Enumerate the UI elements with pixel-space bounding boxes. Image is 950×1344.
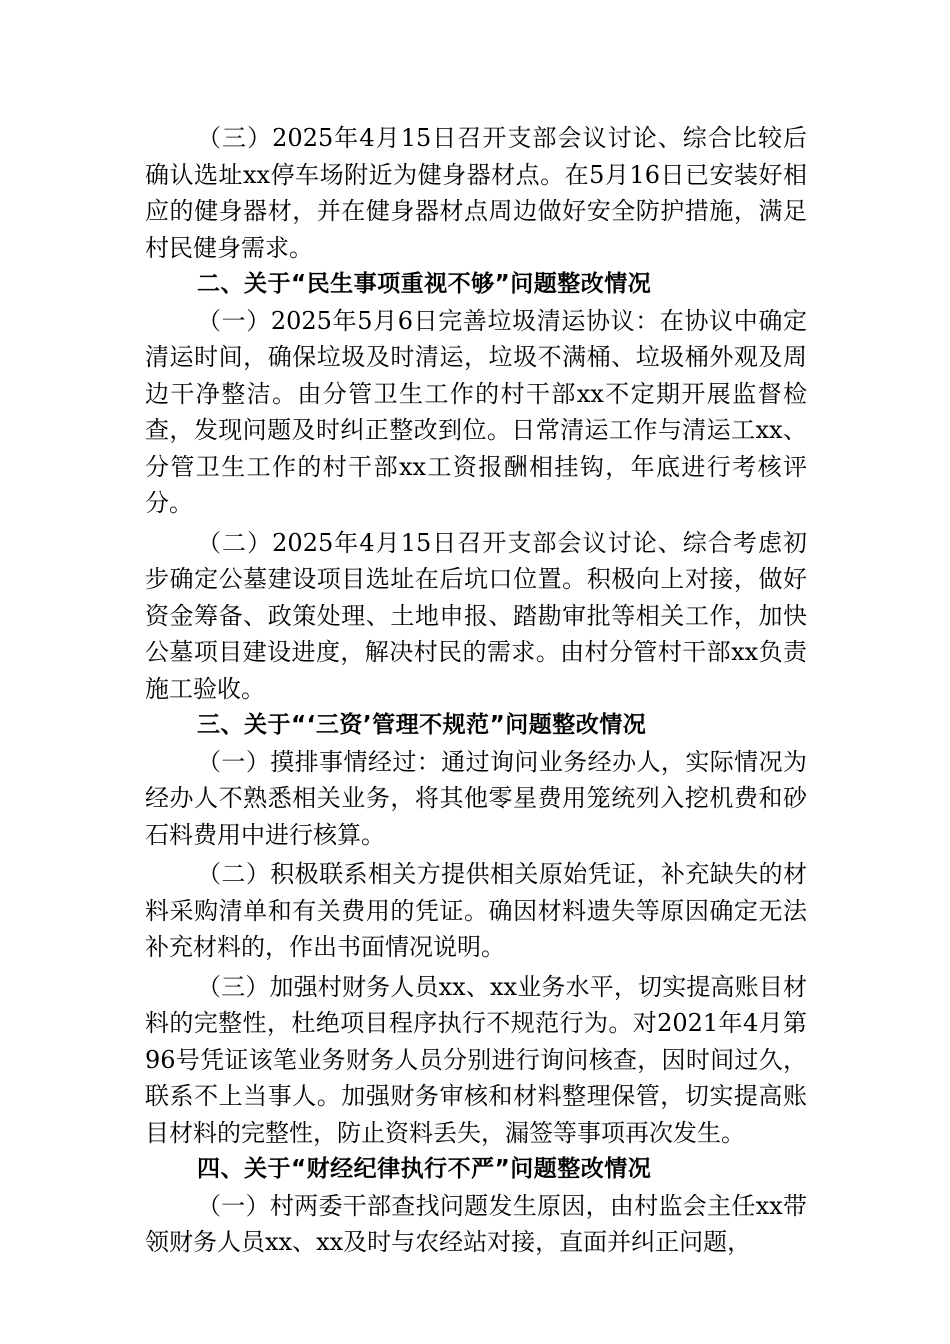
section-heading-three-assets: 三、关于“‘三资’管理不规范”问题整改情况 [197, 712, 647, 738]
paragraph-investigation: （一）摸排事情经过：通过询问业务经办人，实际情况为经办人不熟悉相关业务，将其他零星费用笼统列入挖机费和砂石料费用中进行核算。 [145, 747, 807, 849]
document-body [145, 120, 807, 1261]
paragraph-cemetery-site: （二）2025年4月15日召开支部会议讨论、综合考虑初步确定公墓建设项目选址在后坑口位置。积极向上对接，做好资金筹备、政策处理、土地申报、踏勘审批等相关工作，加快公墓项目建设进度，解决村民的需求。由村分管村干部xx负责施工验收。 [145, 528, 807, 703]
paragraph-cause-finding: （一）村两委干部查找问题发生原因，由村监会主任xx带领财务人员xx、xx及时与农经站对接，直面并纠正问题， [145, 1191, 807, 1256]
paragraph-original-vouchers: （二）积极联系相关方提供相关原始凭证，补充缺失的材料采购清单和有关费用的凭证。确因材料遗失等原因确定无法补充材料的，作出书面情况说明。 [145, 860, 807, 961]
section-heading-livelihood: 二、关于“民生事项重视不够”问题整改情况 [197, 271, 652, 297]
paragraph-finance-staff: （三）加强村财务人员xx、xx业务水平，切实提高账目材料的完整性，杜绝项目程序执行不规范行为。对2021年4月第96号凭证该笔业务财务人员分别进行询问核查，因时间过久，联系不上当事人。加强财务审核和材料整理保管，切实提高账目材料的完整性，防止资料丢失，漏签等事项再次发生。 [145, 972, 807, 1147]
section-heading-financial-discipline: 四、关于“财经纪律执行不严”问题整改情况 [197, 1156, 652, 1182]
paragraph-equipment-site: （三）2025年4月15日召开支部会议讨论、综合比较后确认选址xx停车场附近为健身器材点。在5月16日已安装好相应的健身器材，并在健身器材点周边做好安全防护措施，满足村民健身需求。 [145, 124, 807, 262]
paragraph-garbage-agreement: （一）2025年5月6日完善垃圾清运协议：在协议中确定清运时间，确保垃圾及时清运，垃圾不满桶、垃圾桶外观及周边干净整洁。由分管卫生工作的村干部xx不定期开展监督检查，发现问题及时纠正整改到位。日常清运工作与清运工xx、分管卫生工作的村干部xx工资报酬相挂钩，年底进行考核评分。 [145, 306, 807, 517]
